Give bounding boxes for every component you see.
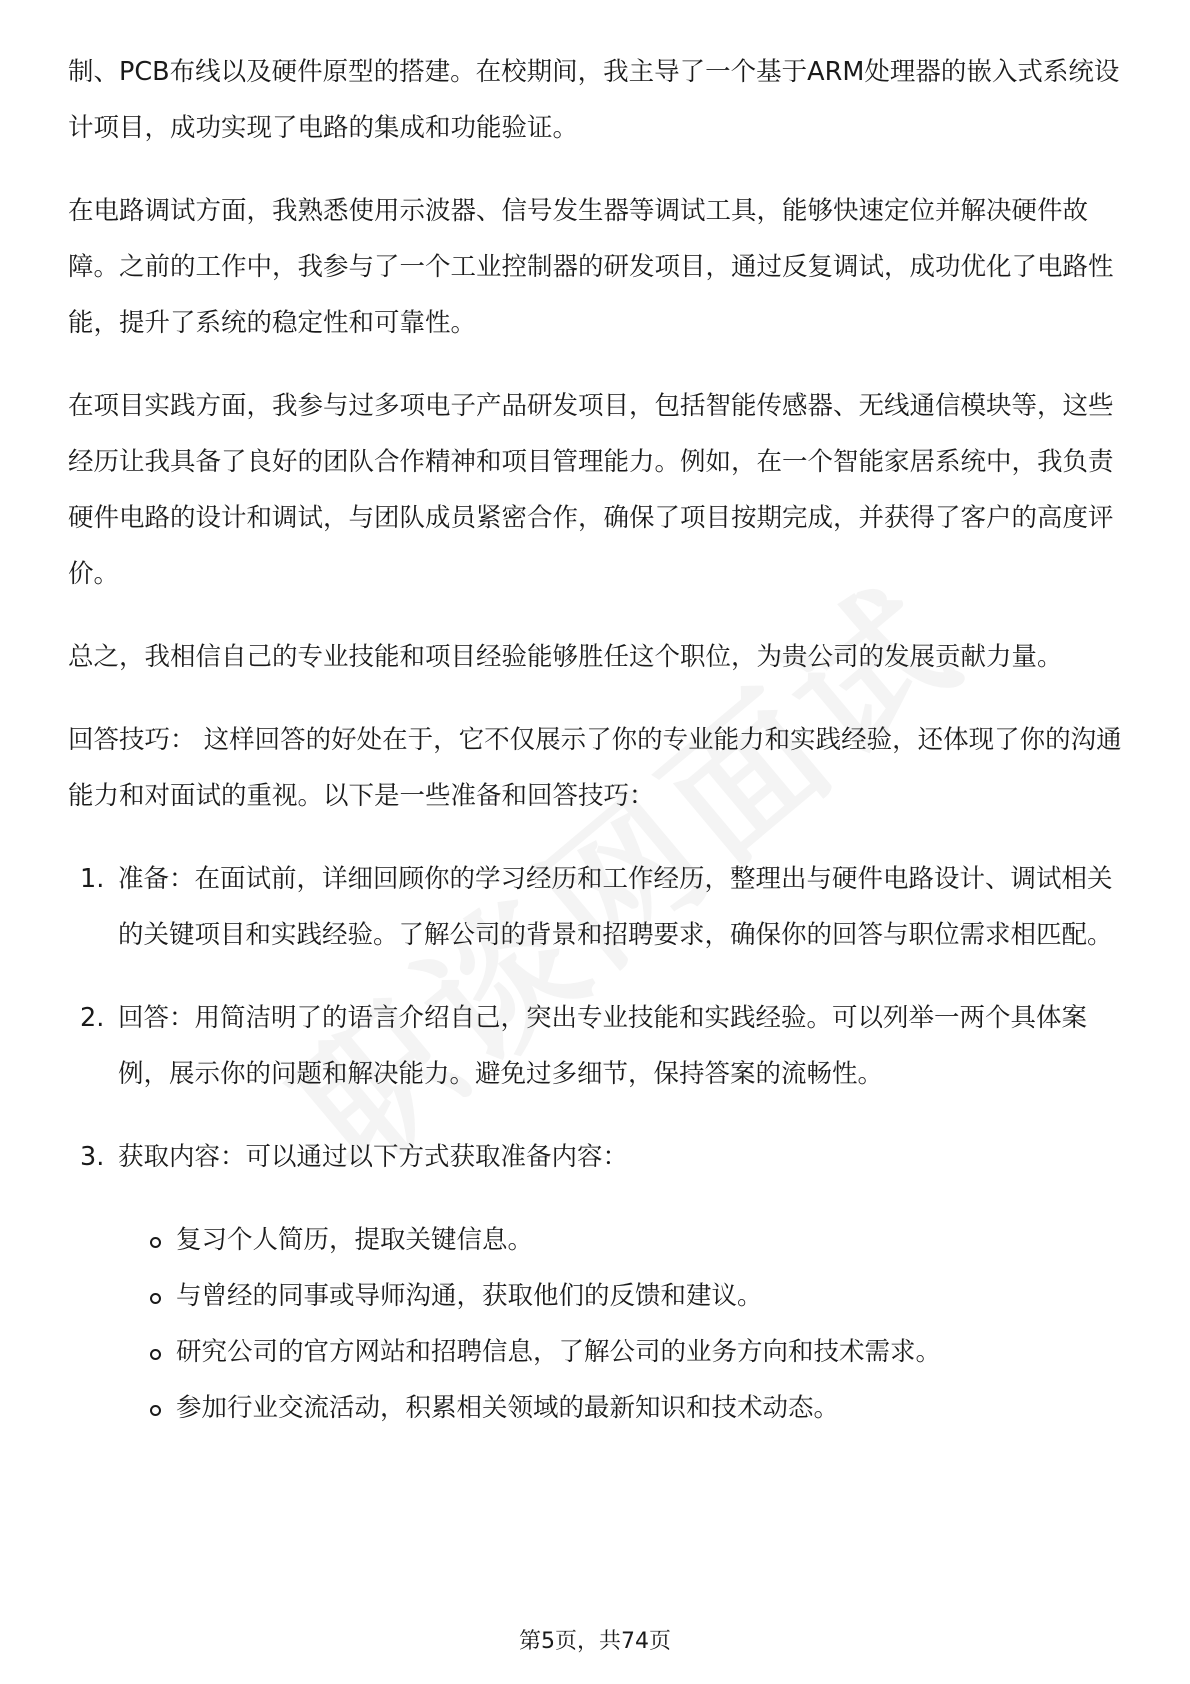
list-item-text: 回答：用简洁明了的语言介绍自己，突出专业技能和实践经验。可以列举一两个具体案例，展示你的问题和解决能力。避免过多细节，保持答案的流畅性。 — [118, 1003, 1088, 1089]
list-item-text: 获取内容：可以通过以下方式获取准备内容： — [118, 1142, 629, 1172]
sub-list-item-text: 复习个人简历，提取关键信息。 — [176, 1225, 534, 1255]
list-number: 3. — [80, 1142, 105, 1172]
paragraph-3: 在项目实践方面，我参与过多项电子产品研发项目，包括智能传感器、无线通信模块等，这些经历让我具备了良好的团队合作精神和项目管理能力。例如，在一个智能家居系统中，我负责硬件电路的设计和调试，与团队成员紧密合作，确保了项目按期完成，并获得了客户的高度评价。 — [68, 391, 1114, 589]
sub-list-item — [146, 1212, 1128, 1268]
circle-bullet-icon — [150, 1349, 161, 1360]
sub-list-item — [146, 1324, 1128, 1380]
sub-list-item-text: 与曾经的同事或导师沟通，获取他们的反馈和建议。 — [176, 1281, 763, 1311]
circle-bullet-icon — [150, 1237, 161, 1248]
sub-list — [68, 1212, 1128, 1436]
circle-bullet-icon — [150, 1405, 161, 1416]
paragraph-4: 总之，我相信自己的专业技能和项目经验能够胜任这个职位，为贵公司的发展贡献力量。 — [68, 642, 1063, 672]
sub-list-item — [146, 1268, 1128, 1324]
sub-list-item-text: 研究公司的官方网站和招聘信息，了解公司的业务方向和技术需求。 — [176, 1337, 942, 1367]
list-number: 1. — [80, 864, 105, 894]
list-item — [68, 851, 1128, 963]
list-number: 2. — [80, 1003, 105, 1033]
sub-list-item-text: 参加行业交流活动，积累相关领域的最新知识和技术动态。 — [176, 1393, 840, 1423]
paragraph-2: 在电路调试方面，我熟悉使用示波器、信号发生器等调试工具，能够快速定位并解决硬件故障。之前的工作中，我参与了一个工业控制器的研发项目，通过反复调试，成功优化了电路性能，提升了系统的稳定性和可靠性。 — [68, 196, 1114, 338]
circle-bullet-icon — [150, 1293, 161, 1304]
sub-list-item — [146, 1380, 1128, 1436]
list-item — [68, 1129, 1128, 1185]
page-footer: 第5页，共74页 — [519, 1629, 671, 1654]
paragraph-1: 制、PCB布线以及硬件原型的搭建。在校期间，我主导了一个基于ARM处理器的嵌入式系统设计项目，成功实现了电路的集成和功能验证。 — [68, 57, 1120, 143]
list-item-text: 准备：在面试前，详细回顾你的学习经历和工作经历，整理出与硬件电路设计、调试相关的关键项目和实践经验。了解公司的背景和招聘要求，确保你的回答与职位需求相匹配。 — [118, 864, 1113, 950]
tips-list — [68, 851, 1128, 1185]
paragraph-5: 回答技巧： 这样回答的好处在于，它不仅展示了你的专业能力和实践经验，还体现了你的沟通能力和对面试的重视。以下是一些准备和回答技巧： — [68, 725, 1122, 811]
document-body — [68, 44, 1128, 1436]
list-item — [68, 990, 1128, 1102]
